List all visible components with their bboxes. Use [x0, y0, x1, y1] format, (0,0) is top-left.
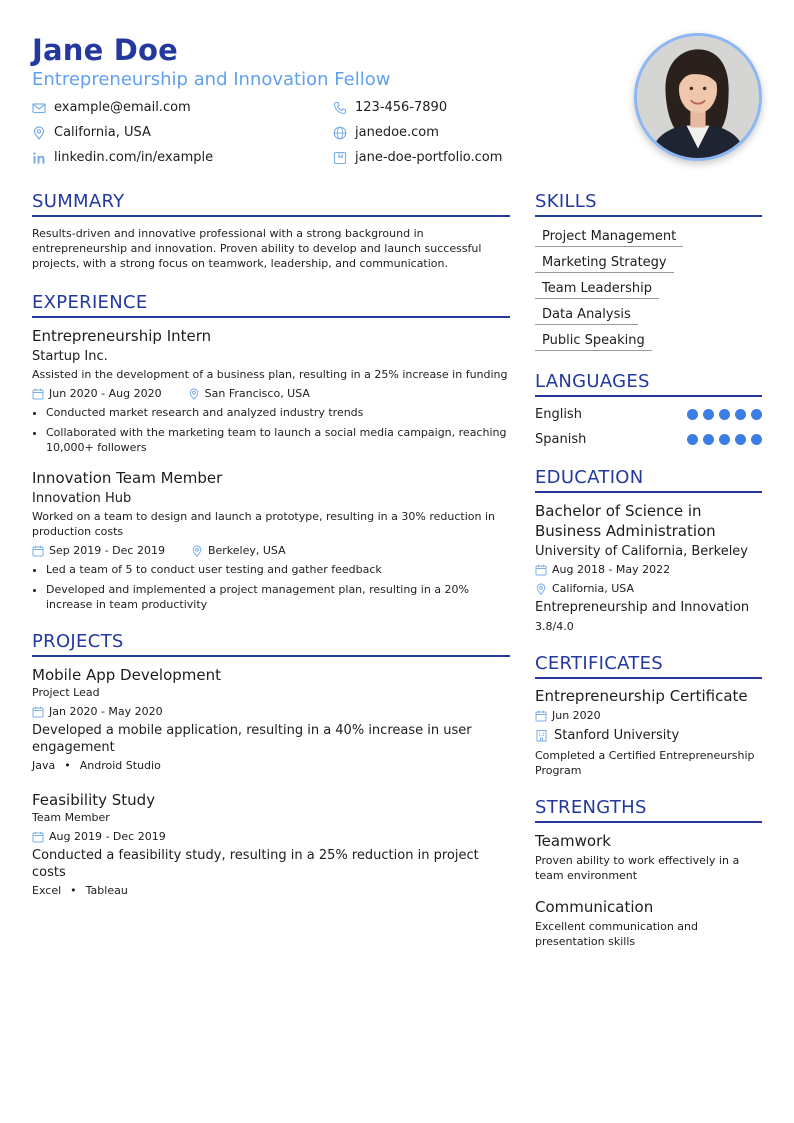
globe-icon: [333, 126, 347, 140]
calendar-icon: [32, 388, 44, 400]
contact-location: [32, 125, 151, 140]
level-dot: [735, 409, 746, 420]
profile-photo: [634, 33, 762, 161]
project-dates: Aug 2019 - Dec 2019: [49, 830, 166, 843]
level-dot: [751, 409, 762, 420]
job-title: Innovation Team Member: [32, 469, 223, 487]
certificate-date-row: [535, 709, 762, 723]
job-bullets: [32, 405, 510, 455]
summary-text: Results-driven and innovative professional with a strong background in entrepreneurship and innovation. Proven ability to develop and launch successful projects, with a strong focus on teamwork, leadership, and communication.: [32, 227, 482, 270]
skill-chip: Project Management: [535, 226, 683, 247]
language-name: English: [535, 407, 582, 422]
tag: Tableau: [85, 884, 128, 897]
right-column: [535, 190, 762, 949]
bullet-item: • Led a team of 5 to conduct user testing and gather feedback: [46, 562, 510, 577]
job-description: Assisted in the development of a business plan, resulting in a 25% increase in funding: [32, 368, 508, 381]
strength-description: Proven ability to work effectively in a team environment: [535, 854, 740, 882]
calendar-icon: [32, 831, 44, 843]
level-dot: [703, 409, 714, 420]
level-dot: [703, 434, 714, 445]
field-of-study: Entrepreneurship and Innovation: [535, 600, 750, 615]
certificate-name: Entrepreneurship Certificate: [535, 687, 748, 705]
candidate-role: Entrepreneurship and Innovation Fellow: [32, 69, 391, 90]
linkedin-text: linkedin.com/in/example: [54, 150, 214, 165]
school: University of California, Berkeley: [535, 544, 748, 559]
experience-item: [32, 468, 510, 612]
bullet-item: • Developed and implemented a project management plan, resulting in a 20% increase in team productivity: [46, 582, 510, 612]
calendar-icon: [535, 564, 547, 576]
location-pin-icon: [191, 545, 203, 557]
level-dot: [751, 434, 762, 445]
left-column: [32, 190, 510, 898]
certificates-section: [535, 652, 762, 778]
skill-chip: Marketing Strategy: [535, 252, 674, 273]
certificates-heading: CERTIFICATES: [535, 652, 762, 679]
certificate-date: Jun 2020: [552, 709, 601, 722]
skills-section: [535, 190, 762, 355]
strength-item: [535, 831, 762, 883]
skill-chip: Data Analysis: [535, 304, 638, 325]
location-text: California, USA: [54, 125, 151, 140]
level-dot: [687, 409, 698, 420]
project-item: [32, 665, 510, 773]
education-section: [535, 466, 762, 634]
location-pin-icon: [32, 126, 46, 140]
gpa: 3.8/4.0: [535, 620, 574, 633]
level-dot: [687, 434, 698, 445]
project-meta: [32, 705, 510, 719]
strength-item: [535, 897, 762, 949]
certificate-description: Completed a Certified Entrepreneurship Program: [535, 749, 755, 777]
contact-portfolio[interactable]: [333, 150, 502, 165]
tag: Excel: [32, 884, 62, 897]
job-meta: [32, 387, 510, 401]
project-description: Developed a mobile application, resulting in a 40% increase in user engagement: [32, 723, 472, 755]
education-location-row: [535, 582, 762, 596]
bullet-item: • Conducted market research and analyzed industry trends: [46, 405, 510, 420]
job-title: Entrepreneurship Intern: [32, 327, 212, 345]
company-name: Innovation Hub: [32, 491, 132, 506]
job-dates: Jun 2020 - Aug 2020: [49, 387, 162, 400]
certificate-issuer-row: [535, 728, 762, 743]
project-meta: [32, 830, 510, 844]
skill-chip: Public Speaking: [535, 330, 652, 351]
project-tags: Java • Android Studio: [32, 759, 161, 772]
strength-title: Communication: [535, 898, 654, 916]
certificate-issuer: Stanford University: [554, 728, 680, 743]
projects-heading: PROJECTS: [32, 630, 510, 657]
education-dates-row: [535, 563, 762, 577]
job-location: Berkeley, USA: [207, 544, 286, 557]
project-item: [32, 790, 510, 898]
project-tags: Excel • Tableau: [32, 884, 128, 897]
level-dot: [719, 409, 730, 420]
job-description: Worked on a team to design and launch a prototype, resulting in a 30% reduction in production costs: [32, 510, 495, 538]
calendar-icon: [535, 710, 547, 722]
project-description: Conducted a feasibility study, resulting in a 25% reduction in project costs: [32, 848, 479, 880]
experience-item: [32, 326, 510, 455]
linkedin-icon: [32, 151, 46, 165]
languages-section: [535, 370, 762, 452]
strength-title: Teamwork: [535, 832, 611, 850]
job-bullets: [32, 562, 510, 612]
candidate-name: Jane Doe: [32, 33, 179, 67]
email-text: example@email.com: [54, 100, 191, 115]
education-heading: EDUCATION: [535, 466, 762, 493]
contact-linkedin[interactable]: [32, 150, 213, 165]
job-location: San Francisco, USA: [204, 387, 310, 400]
location-pin-icon: [188, 388, 200, 400]
website-text: janedoe.com: [355, 125, 439, 140]
education-location: California, USA: [552, 582, 634, 595]
summary-section: [32, 190, 510, 271]
portfolio-icon: [333, 151, 347, 165]
calendar-icon: [32, 706, 44, 718]
language-level-dots: [682, 434, 762, 445]
contact-phone[interactable]: [333, 100, 447, 115]
project-role: Project Lead: [32, 686, 100, 699]
tag: Java: [32, 759, 56, 772]
projects-section: [32, 630, 510, 898]
building-icon: [535, 729, 548, 742]
project-title: Mobile App Development: [32, 666, 222, 684]
skill-chip: Team Leadership: [535, 278, 659, 299]
education-dates: Aug 2018 - May 2022: [552, 563, 671, 576]
strengths-heading: STRENGTHS: [535, 796, 762, 823]
bullet-item: • Collaborated with the marketing team to launch a social media campaign, reaching 10,000+ followers: [46, 425, 510, 455]
level-dot: [719, 434, 730, 445]
location-pin-icon: [535, 583, 547, 595]
phone-icon: [333, 101, 347, 115]
job-meta: [32, 544, 510, 558]
tag: Android Studio: [79, 759, 161, 772]
skills-heading: SKILLS: [535, 190, 762, 217]
skills-list: [535, 225, 762, 355]
language-row: [535, 402, 762, 427]
project-dates: Jan 2020 - May 2020: [49, 705, 163, 718]
calendar-icon: [32, 545, 44, 557]
contact-email[interactable]: [32, 100, 191, 115]
experience-heading: EXPERIENCE: [32, 291, 510, 318]
project-role: Team Member: [32, 811, 110, 824]
project-title: Feasibility Study: [32, 791, 156, 809]
contact-website[interactable]: [333, 125, 439, 140]
job-dates: Sep 2019 - Dec 2019: [49, 544, 165, 557]
degree: Bachelor of Science in Business Administration: [535, 502, 716, 540]
level-dot: [735, 434, 746, 445]
company-name: Startup Inc.: [32, 349, 108, 364]
strength-description: Excellent communication and presentation skills: [535, 920, 699, 948]
strengths-section: [535, 796, 762, 949]
language-name: Spanish: [535, 432, 587, 447]
language-level-dots: [682, 409, 762, 420]
portfolio-text: jane-doe-portfolio.com: [355, 150, 503, 165]
language-row: [535, 427, 762, 452]
phone-text: 123-456-7890: [355, 100, 448, 115]
mail-icon: [32, 101, 46, 115]
languages-heading: LANGUAGES: [535, 370, 762, 397]
summary-heading: SUMMARY: [32, 190, 510, 217]
experience-section: [32, 291, 510, 612]
